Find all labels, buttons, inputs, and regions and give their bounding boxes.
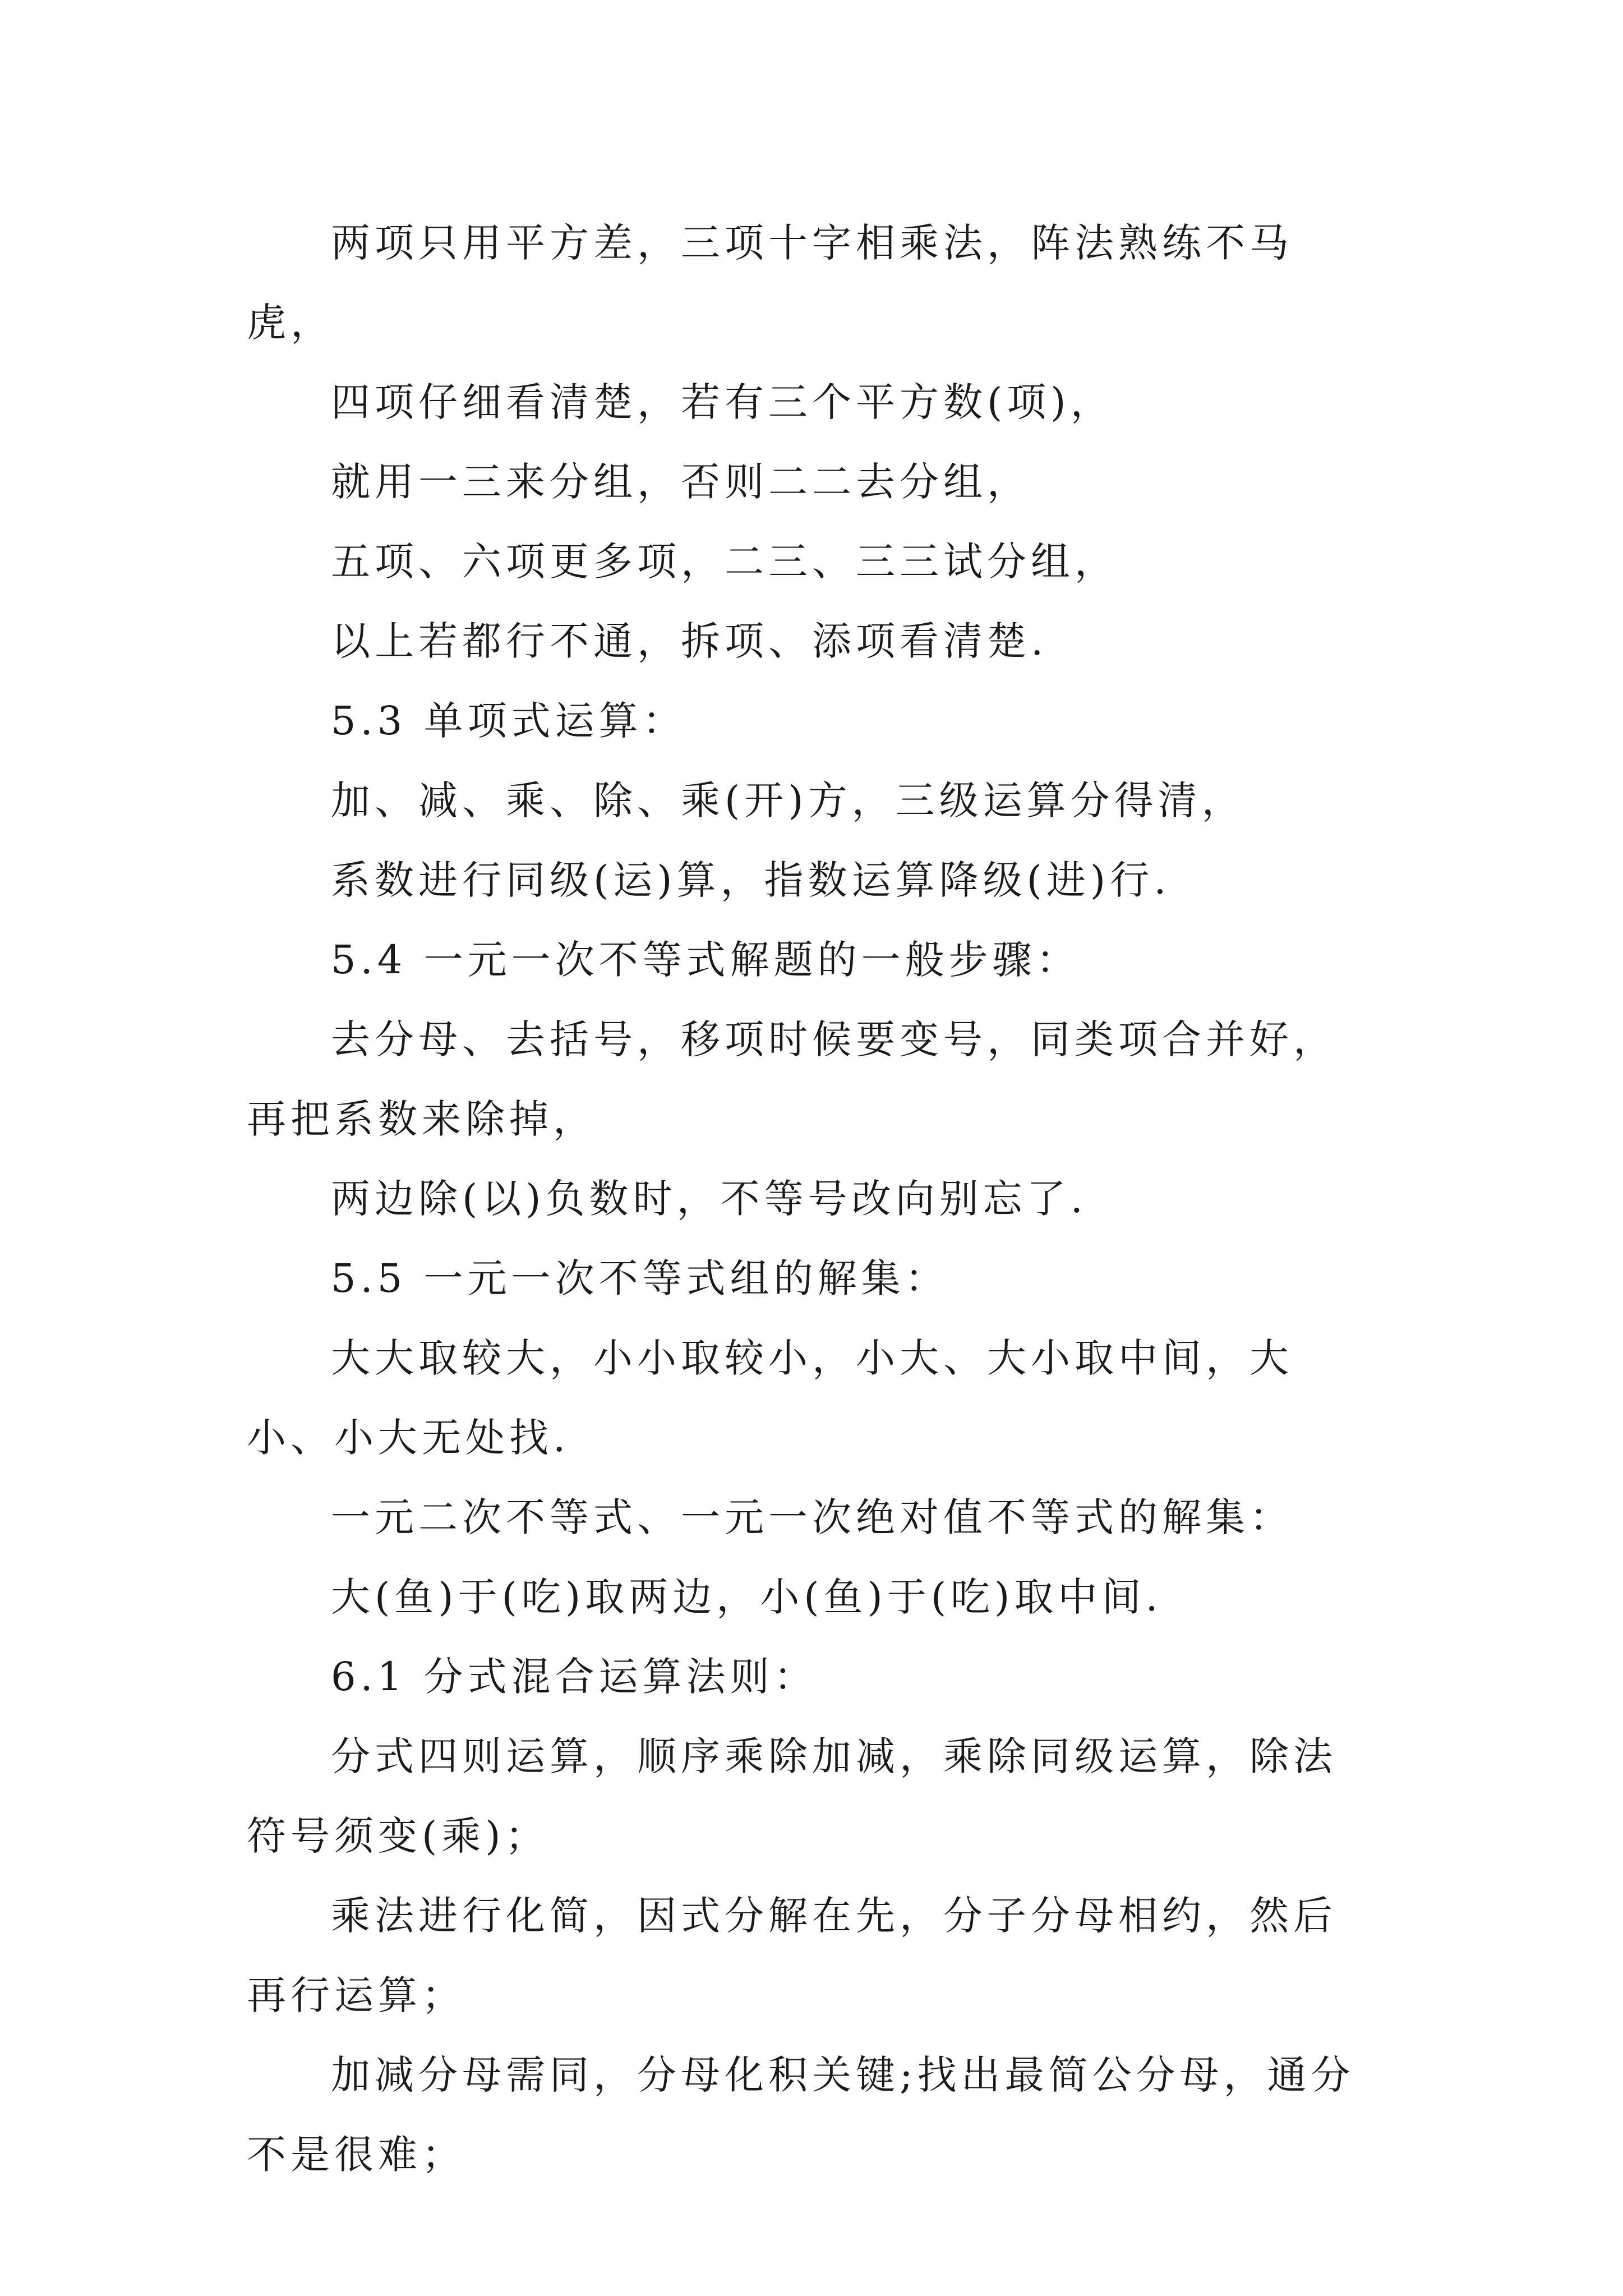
paragraph: 两边除(以)负数时，不等号改向别忘了. bbox=[331, 1176, 1087, 1222]
paragraph: 四项仔细看清楚，若有三个平方数(项)， bbox=[331, 379, 1114, 425]
section-heading: 5.4 一元一次不等式解题的一般步骤： bbox=[331, 937, 1080, 983]
section-heading: 6.1 分式混合运算法则： bbox=[331, 1654, 818, 1700]
paragraph: 五项、六项更多项，二三、三三试分组， bbox=[331, 539, 1118, 585]
paragraph: 加、减、乘、除、乘(开)方，三级运算分得清， bbox=[331, 777, 1246, 823]
paragraph: 两项只用平方差，三项十字相乘法，阵法熟练不马虎， bbox=[247, 220, 1293, 346]
paragraph: 乘法进行化简，因式分解在先，分子分母相约，然后再行运算； bbox=[247, 1893, 1337, 2018]
paragraph: 去分母、去括号，移项时候要变号，同类项合并好，再把系数来除掉， bbox=[247, 1016, 1337, 1142]
paragraph: 大(鱼)于(吃)取两边，小(鱼)于(吃)取中间. bbox=[331, 1574, 1163, 1620]
paragraph: 分式四则运算，顺序乘除加减，乘除同级运算，除法符号须变(乘)； bbox=[247, 1733, 1337, 1859]
section-heading: 5.5 一元一次不等式组的解集： bbox=[331, 1255, 949, 1301]
paragraph: 加减分母需同，分母化积关键;找出最简公分母，通分不是很难； bbox=[247, 2052, 1355, 2178]
paragraph: 一元二次不等式、一元一次绝对值不等式的解集： bbox=[331, 1494, 1293, 1540]
paragraph: 系数进行同级(运)算，指数运算降级(进)行. bbox=[331, 857, 1171, 903]
paragraph: 大大取较大，小小取较小，小大、大小取中间，大小、小大无处找. bbox=[247, 1335, 1293, 1461]
section-heading: 5.3 单项式运算： bbox=[331, 698, 686, 744]
paragraph: 以上若都行不通，拆项、添项看清楚. bbox=[331, 618, 1048, 664]
document-body bbox=[247, 203, 1380, 2194]
paragraph: 就用一三来分组，否则二二去分组， bbox=[331, 459, 1031, 505]
